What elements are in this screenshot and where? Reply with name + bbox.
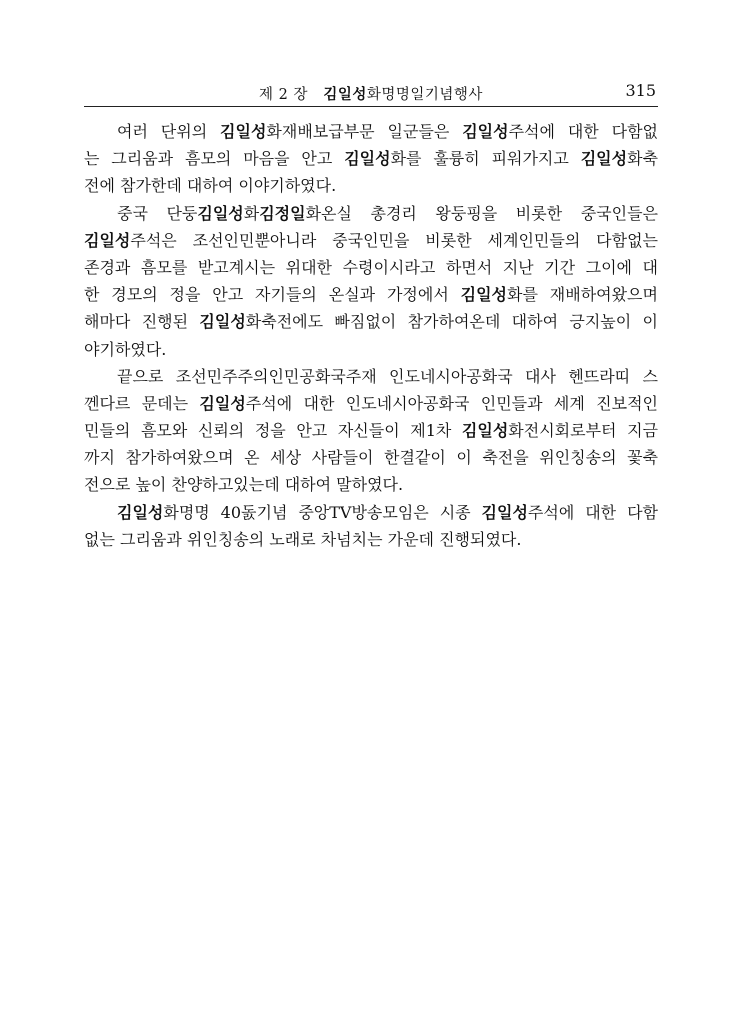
text-segment: 존경과 흠모를 받고계시는 위대한 수령이시라고 하면서 지난 기간 그이에 대	[84, 257, 658, 277]
leader-name: 김일성	[460, 285, 508, 305]
text-line	[84, 471, 658, 498]
leader-name: 김일성	[117, 502, 164, 522]
text-line	[84, 499, 658, 526]
text-segment: 화재배보급부문 일군들은	[266, 122, 463, 141]
text-segment: 해마다 진행된	[84, 312, 200, 332]
leader-name: 김일성	[580, 149, 628, 169]
paragraph	[84, 363, 658, 499]
text-segment: 화축전에도 빠짐없이 참가하여온데 대하여 긍지높이 이	[245, 312, 658, 332]
chapter-label: 제 2 장	[259, 87, 309, 103]
text-segment: 껜다르 문데는	[84, 393, 200, 413]
text-segment: 없는 그리움과 위인칭송의 노래로 차넘치는 가운데 진행되였다.	[84, 529, 522, 549]
text-segment: 한 경모의 정을 안고 자기들의 온실과 가정에서	[84, 285, 461, 305]
text-line	[84, 417, 658, 444]
leader-name: 김일성	[481, 502, 528, 522]
body-text	[84, 118, 658, 553]
text-line	[84, 118, 658, 145]
text-line	[84, 444, 658, 471]
leader-name: 김일성	[220, 122, 267, 141]
leader-name: 김일성	[462, 122, 509, 141]
text-segment: 화온실 총경리 왕둥핑을 비롯한 중국인들은	[305, 203, 658, 223]
text-segment: 화를 훌륭히 피워가지고	[390, 149, 581, 169]
chapter-title-rest: 화명명일기념행사	[366, 87, 483, 103]
leader-name: 김일성	[197, 203, 244, 223]
leader-name: 김일성	[199, 393, 246, 413]
text-segment: 주석은 조선인민뿐아니라 중국인민을 비롯한 세계인민들의 다함없는	[130, 230, 658, 250]
text-line	[84, 200, 658, 227]
leader-name: 김일성	[199, 312, 246, 332]
text-line	[84, 145, 658, 172]
text-line	[84, 172, 658, 199]
text-segment: 화명명 40돐기념 중앙TV방송모임은 시종	[163, 502, 482, 522]
text-segment: 전으로 높이 찬양하고있는데 대하여 말하였다.	[84, 475, 404, 495]
text-segment: 화	[243, 203, 260, 223]
text-line	[84, 254, 658, 281]
text-segment: 여러 단위의	[117, 122, 221, 141]
text-segment: 주석에 대한 다함없	[508, 122, 658, 141]
text-segment: 끝으로 조선민주주의인민공화국주재 인도네시아공화국 대사 헨뜨라띠 스	[117, 366, 658, 386]
chapter-title	[84, 83, 658, 104]
text-line	[84, 227, 658, 254]
leader-name: 김일성	[461, 421, 509, 441]
paragraph	[84, 200, 658, 363]
text-line	[84, 308, 658, 335]
text-line	[84, 363, 658, 390]
leader-name: 김일성	[84, 230, 131, 250]
paragraph	[84, 118, 658, 200]
text-segment: 민들의 흠모와 신뢰의 정을 안고 자신들이 제1차	[84, 421, 462, 441]
text-line	[84, 390, 658, 417]
text-segment: 는 그리움과 흠모의 마음을 안고	[84, 149, 345, 169]
text-segment: 야기하였다.	[84, 339, 167, 359]
leader-name: 김일성	[344, 149, 391, 169]
paragraph	[84, 499, 658, 553]
running-header	[84, 78, 658, 107]
text-segment: 전에 참가한데 대하여 이야기하였다.	[84, 176, 337, 196]
text-segment: 화전시회로부터 지금	[508, 421, 658, 441]
text-segment: 화를 재배하여왔으며	[507, 285, 658, 305]
text-segment: 까지 참가하여왔으며 온 세상 사람들이 한결같이 이 축전을 위인칭송의 꽃축	[84, 448, 658, 468]
text-line	[84, 336, 658, 363]
page-number: 315	[625, 81, 656, 100]
text-segment: 화축	[627, 149, 658, 169]
text-segment: 주석에 대한 인도네시아공화국 인민들과 세계 진보적인	[245, 393, 658, 413]
text-line	[84, 526, 658, 553]
chapter-title-name: 김일성	[323, 87, 367, 103]
text-segment: 주석에 대한 다함	[527, 502, 658, 522]
leader-name: 김정일	[259, 203, 306, 223]
text-line	[84, 281, 658, 308]
text-segment: 중국 단둥	[117, 203, 198, 223]
